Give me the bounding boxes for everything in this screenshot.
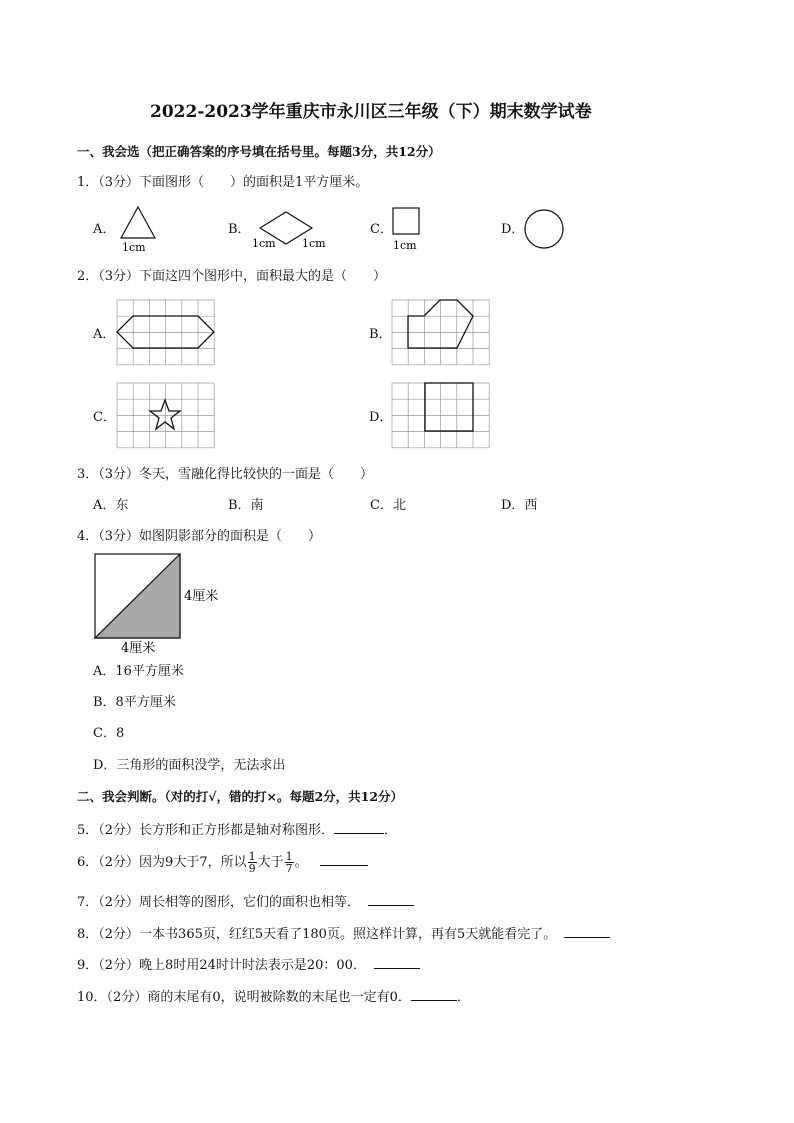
q1-square-unit-label: 1cm xyxy=(393,239,417,252)
q1-triangle-unit-label: 1cm xyxy=(122,241,146,254)
q4-option-b: B．8平方厘米 xyxy=(93,695,176,710)
q2-option-d-label: D． xyxy=(369,410,393,425)
question-10 xyxy=(77,988,470,1006)
question-3-stem: 3．（3分）冬天，雪融化得比较快的一面是（ ） xyxy=(77,467,374,482)
q2-option-c-label: C． xyxy=(93,410,116,425)
q8-answer-blank[interactable] xyxy=(564,925,610,938)
q2-grid-a-figure xyxy=(117,300,215,366)
q2-option-a-label: A． xyxy=(93,327,116,342)
q3-option-a: A．东 xyxy=(93,498,129,513)
section-heading-2: 二、我会判断。（对的打√，错的打×。每题2分，共12分） xyxy=(77,789,404,804)
q6-end-mark: 。 xyxy=(294,855,308,870)
q2-grid-c-figure xyxy=(117,383,215,449)
question-5 xyxy=(77,821,397,839)
q7-text: 7．（2分）周长相等的图形，它们的面积也相等． xyxy=(77,895,361,910)
section-heading-1: 一、我会选（把正确答案的序号填在括号里。每题3分，共12分） xyxy=(77,144,441,159)
q6-middle-text: 大于 xyxy=(257,855,284,870)
q1-option-b-label: B． xyxy=(228,222,251,237)
q7-answer-blank[interactable] xyxy=(368,893,414,906)
q1-rhombus-figure xyxy=(250,208,334,250)
question-8 xyxy=(77,925,610,943)
q1-circle-figure xyxy=(522,209,566,253)
q4-option-a: A．16平方厘米 xyxy=(93,664,184,679)
q4-shaded-square-figure xyxy=(94,553,229,655)
q10-text: 10．（2分）商的末尾有0，说明被除数的末尾也一定有0． xyxy=(77,990,411,1005)
question-7 xyxy=(77,893,414,911)
q2-option-b-label: B． xyxy=(369,327,392,342)
q6-fraction-2-numerator: 1 xyxy=(285,850,293,863)
q2-grid-b-figure xyxy=(392,300,490,366)
question-4-stem: 4．（3分）如图阴影部分的面积是（ ） xyxy=(77,529,322,544)
q4-option-d: D．三角形的面积没学，无法求出 xyxy=(93,758,286,773)
q2-grid-d-figure xyxy=(392,383,490,449)
q3-option-b: B．南 xyxy=(228,498,264,513)
q3-option-d: D．西 xyxy=(501,498,538,513)
question-9 xyxy=(77,956,420,974)
q6-fraction-1 xyxy=(248,851,257,874)
q6-fraction-1-numerator: 1 xyxy=(248,850,256,863)
q5-text: 5．（2分）长方形和正方形都是轴对称图形． xyxy=(77,823,335,838)
q5-answer-blank[interactable] xyxy=(334,821,384,834)
q1-rhombus-unit-label-right: 1cm xyxy=(302,237,326,250)
q1-option-d-label: D． xyxy=(501,222,525,237)
q9-answer-blank[interactable] xyxy=(374,956,420,969)
q6-prefix: 6．（2分）因为9大于7，所以 xyxy=(77,855,247,870)
q5-end-mark: ． xyxy=(384,823,398,838)
q10-answer-blank[interactable] xyxy=(411,988,457,1001)
q1-square-figure xyxy=(389,206,425,254)
q6-answer-blank[interactable] xyxy=(320,853,368,866)
q1-triangle-figure xyxy=(118,204,162,254)
q4-bottom-length-label: 4厘米 xyxy=(121,641,156,656)
q10-end-mark: ． xyxy=(456,990,470,1005)
q1-rhombus-unit-label-left: 1cm xyxy=(252,237,276,250)
q6-fraction-2 xyxy=(285,851,294,874)
q4-option-c: C．8 xyxy=(93,726,125,741)
question-2-stem: 2．（3分）下面这四个图形中，面积最大的是（ ） xyxy=(77,269,387,284)
q4-side-length-label: 4厘米 xyxy=(184,589,219,604)
q9-text: 9．（2分）晚上8时用24时计时法表示是20：00． xyxy=(77,958,366,973)
page-title: 2022-2023学年重庆市永川区三年级（下）期末数学试卷 xyxy=(150,102,592,122)
q1-option-c-label: C． xyxy=(370,222,393,237)
question-6 xyxy=(77,850,368,876)
question-1-stem: 1．（3分）下面图形（ ）的面积是1平方厘米。 xyxy=(77,175,369,190)
q3-option-c: C．北 xyxy=(370,498,406,513)
q1-option-a-label: A． xyxy=(93,222,116,237)
q6-fraction-1-denominator: 9 xyxy=(248,862,256,875)
q8-text: 8．（2分）一本书365页，红红5天看了180页。照这样计算，再有5天就能看完了。 xyxy=(77,927,557,942)
q6-fraction-2-denominator: 7 xyxy=(285,862,293,875)
